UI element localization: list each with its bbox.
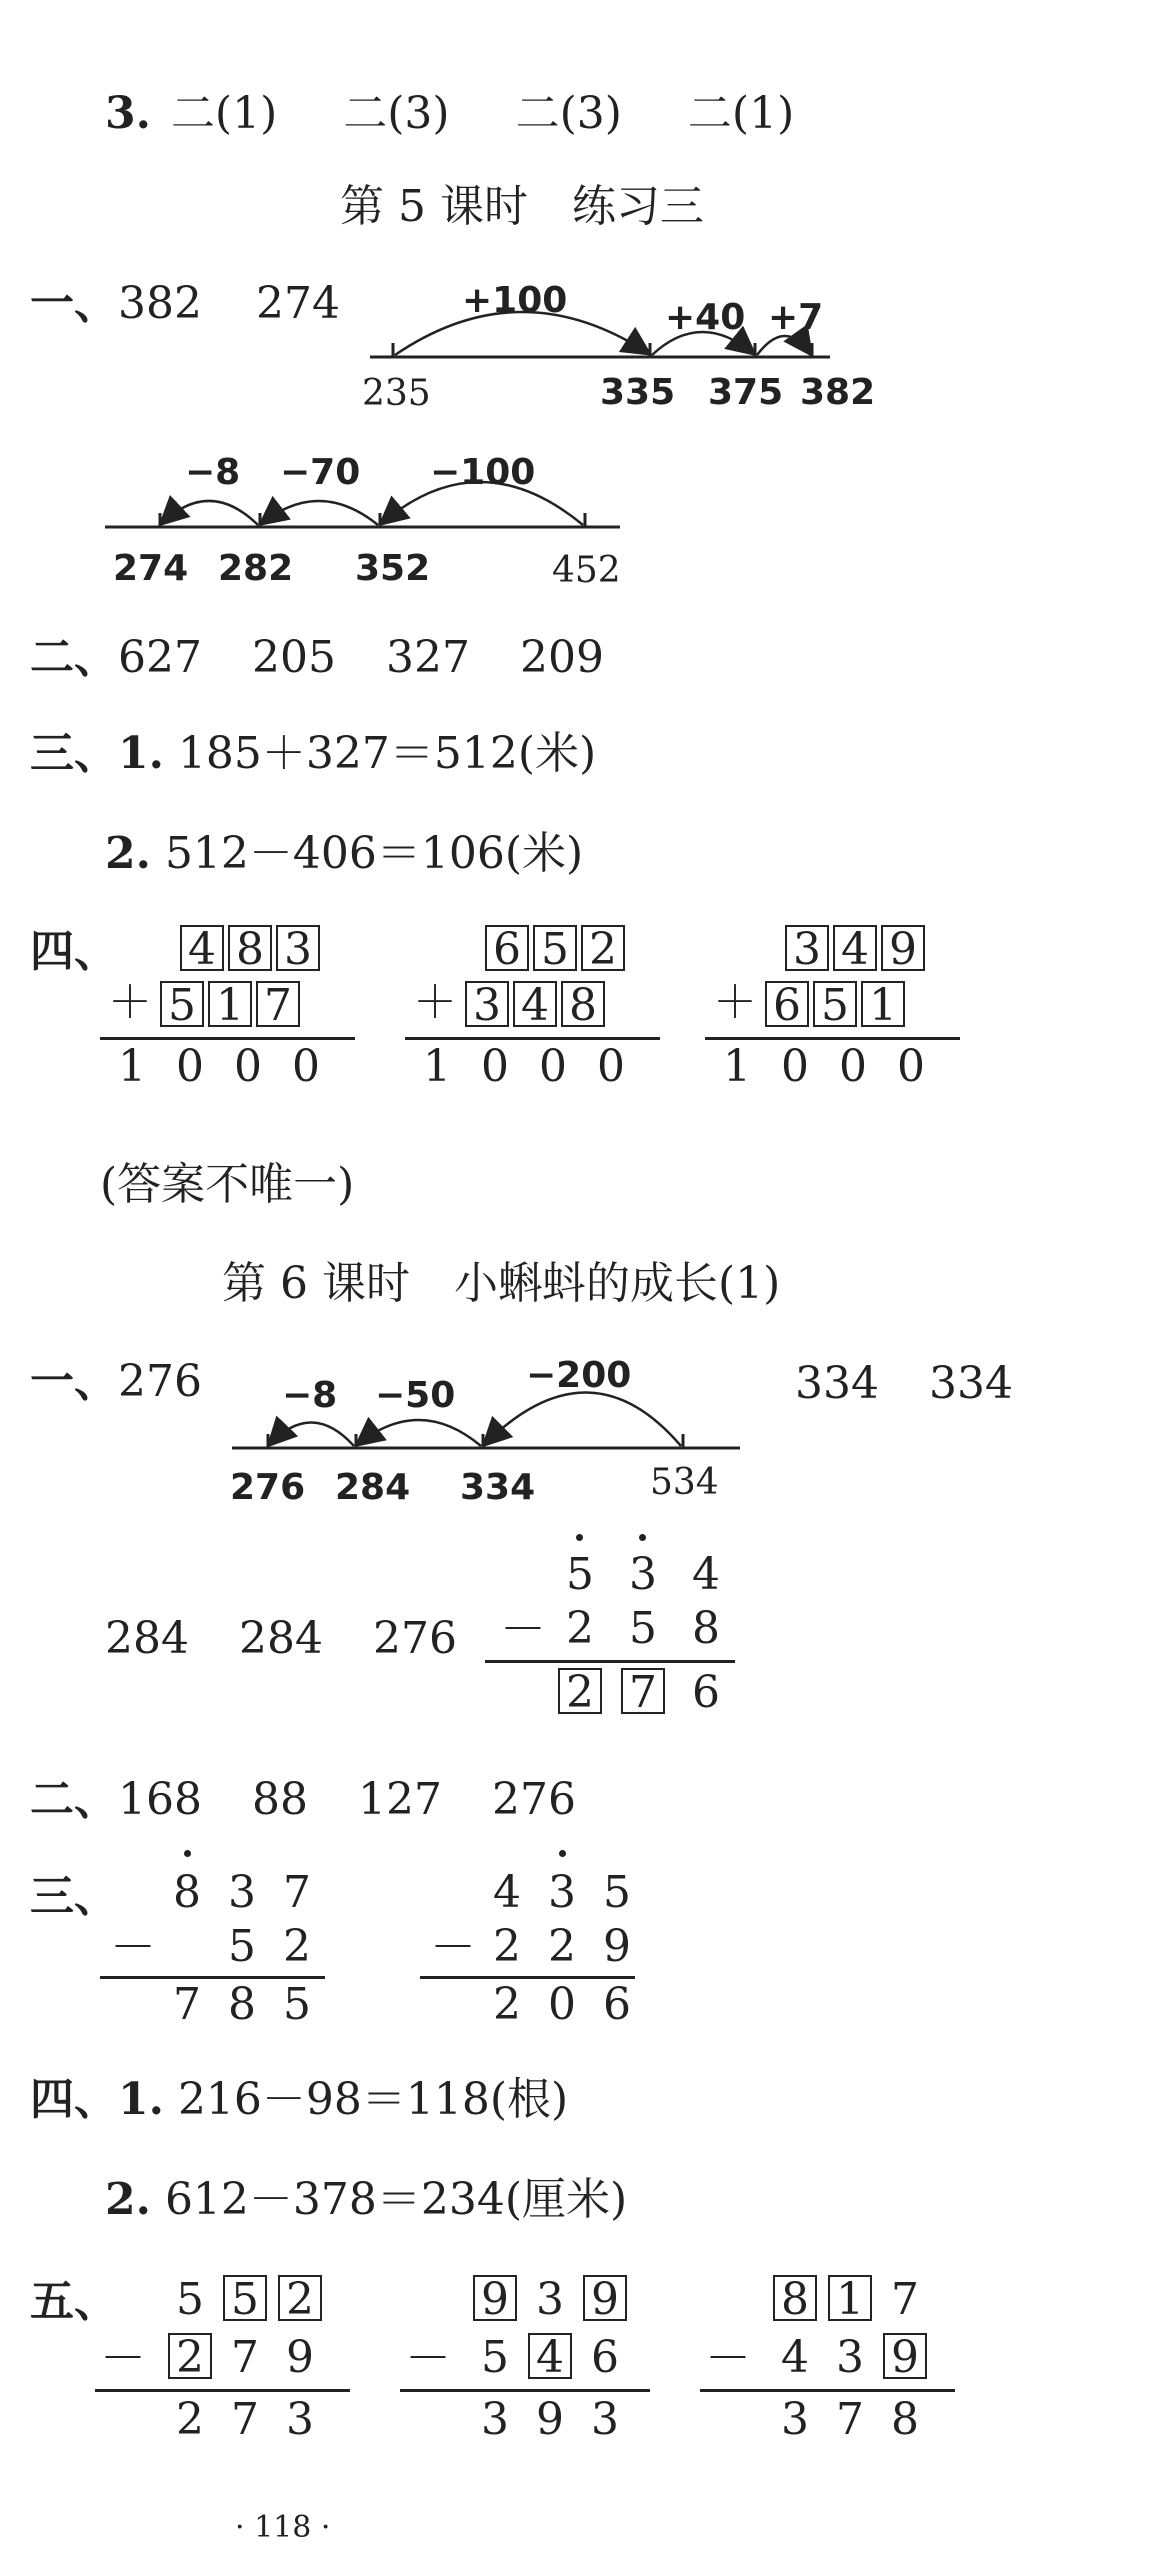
vertical-subtraction bbox=[485, 1530, 735, 1720]
digit: 0 bbox=[234, 1041, 292, 1092]
borrow-dot bbox=[559, 1850, 566, 1857]
result-digit bbox=[613, 1668, 673, 1718]
item-number: 3. bbox=[105, 88, 151, 139]
answer: 327 bbox=[385, 632, 470, 683]
answer: 334 bbox=[928, 1358, 1013, 1409]
digit-cell bbox=[520, 2333, 580, 2383]
digit: 2 bbox=[566, 1603, 594, 1654]
digit-box: 9 bbox=[881, 925, 925, 971]
digit-box: 7 bbox=[256, 981, 300, 1027]
digit: 3 bbox=[548, 1867, 576, 1918]
digit: 1 bbox=[118, 1041, 176, 1092]
answer: 二(1) bbox=[687, 88, 795, 139]
digit: 4 bbox=[692, 1549, 720, 1600]
digit: 6 bbox=[692, 1667, 720, 1718]
digit-box: 3 bbox=[785, 925, 829, 971]
section-marker: 三、 bbox=[30, 728, 118, 779]
operator: － bbox=[100, 2331, 146, 2385]
digit: 5 bbox=[481, 2332, 509, 2383]
digit: 7 bbox=[836, 2394, 864, 2445]
digit: 8 bbox=[891, 2394, 919, 2445]
top-row bbox=[180, 924, 320, 975]
digit-box: 4 bbox=[528, 2333, 572, 2379]
jump-label: +7 bbox=[768, 297, 824, 338]
digit: 6 bbox=[603, 1979, 631, 2030]
result-line bbox=[700, 2389, 955, 2392]
digit-box: 7 bbox=[621, 1668, 665, 1714]
tick-label: 334 bbox=[460, 1467, 536, 1508]
answer: 276 bbox=[118, 1356, 202, 1407]
item-number: 1. bbox=[118, 2074, 164, 2125]
sum-line bbox=[705, 1037, 960, 1040]
digit-cell bbox=[270, 2275, 330, 2325]
digit-cell bbox=[575, 2275, 635, 2325]
equation: 185＋327＝512(米) bbox=[177, 728, 597, 779]
answer: 334 bbox=[795, 1358, 879, 1409]
sum-row bbox=[723, 1041, 955, 1092]
jump-label: −70 bbox=[280, 452, 361, 493]
digit: 0 bbox=[597, 1041, 655, 1092]
digit: 8 bbox=[173, 1867, 201, 1918]
digit-box: 5 bbox=[223, 2275, 267, 2321]
digit-cell bbox=[875, 2333, 935, 2383]
digit-box: 9 bbox=[473, 2275, 517, 2321]
digit-box: 3 bbox=[465, 981, 509, 1027]
digit-box: 3 bbox=[276, 925, 320, 971]
digit: 9 bbox=[603, 1921, 631, 1972]
digit: 4 bbox=[781, 2332, 809, 2383]
digit-box: 4 bbox=[513, 981, 557, 1027]
digit-box: 1 bbox=[828, 2275, 872, 2321]
digit-box: 6 bbox=[765, 981, 809, 1027]
operator: － bbox=[500, 1602, 546, 1656]
digit-cell bbox=[465, 2275, 525, 2325]
answer: 382 bbox=[118, 278, 202, 329]
operator: ＋ bbox=[713, 977, 757, 1028]
operator: － bbox=[110, 1920, 156, 1974]
digit: 0 bbox=[839, 1041, 897, 1092]
item-number: 1. bbox=[118, 728, 164, 779]
digit: 7 bbox=[231, 2332, 259, 2383]
digit: 3 bbox=[481, 2394, 509, 2445]
digit-box: 5 bbox=[813, 981, 857, 1027]
digit: 0 bbox=[481, 1041, 539, 1092]
tick-label: 284 bbox=[335, 1467, 411, 1508]
sum-line bbox=[100, 1037, 355, 1040]
section-marker: 二、 bbox=[30, 632, 118, 683]
result-line bbox=[400, 2389, 650, 2392]
equation: 612－378＝234(厘米) bbox=[164, 2174, 628, 2225]
tick-label: 274 bbox=[113, 548, 189, 589]
digit: 0 bbox=[292, 1041, 350, 1092]
answer: 127 bbox=[357, 1774, 442, 1825]
bottom-row bbox=[765, 980, 905, 1031]
tick-label: 382 bbox=[800, 372, 876, 413]
top-row bbox=[785, 924, 925, 975]
vertical-subtraction bbox=[100, 1850, 330, 2030]
digit: 0 bbox=[548, 1979, 576, 2030]
digit-box: 5 bbox=[160, 981, 204, 1027]
borrow-dot bbox=[639, 1534, 646, 1541]
digit: 1 bbox=[423, 1041, 481, 1092]
digit: 2 bbox=[176, 2394, 204, 2445]
item-number: 2. bbox=[105, 2174, 151, 2225]
digit: 4 bbox=[493, 1867, 521, 1918]
digit: 7 bbox=[283, 1867, 311, 1918]
digit: 5 bbox=[283, 1979, 311, 2030]
answer: 284 bbox=[105, 1613, 189, 1664]
digit: 5 bbox=[603, 1867, 631, 1918]
borrow-dot bbox=[184, 1850, 191, 1857]
jump-label: +40 bbox=[665, 297, 746, 338]
jump-arc bbox=[358, 1420, 481, 1446]
vertical-subtraction bbox=[95, 2275, 355, 2455]
l6-q1-right bbox=[795, 1358, 1013, 1409]
digit: 8 bbox=[228, 1979, 256, 2030]
digit-box: 4 bbox=[180, 925, 224, 971]
digit: 5 bbox=[176, 2274, 204, 2325]
tick-label: 235 bbox=[362, 373, 431, 414]
jump-arc bbox=[262, 501, 378, 525]
section-marker: 五、 bbox=[30, 2276, 118, 2327]
section-marker: 一、 bbox=[30, 278, 118, 329]
tick-label: 534 bbox=[650, 1462, 719, 1503]
jump-arc bbox=[757, 336, 810, 355]
digit-cell bbox=[160, 2333, 220, 2383]
digit: 3 bbox=[836, 2332, 864, 2383]
digit: 5 bbox=[566, 1549, 594, 1600]
l5-q2-row bbox=[30, 632, 604, 683]
vertical-subtraction bbox=[420, 1850, 650, 2030]
digit-box: 8 bbox=[561, 981, 605, 1027]
tick-label: 276 bbox=[230, 1467, 306, 1508]
digit-box: 2 bbox=[581, 925, 625, 971]
digit-box: 8 bbox=[773, 2275, 817, 2321]
jump-label: −200 bbox=[526, 1355, 632, 1396]
tick-label: 375 bbox=[708, 372, 784, 413]
digit: 0 bbox=[781, 1041, 839, 1092]
vertical-addition bbox=[405, 925, 665, 1095]
operator: ＋ bbox=[413, 977, 457, 1028]
digit: 3 bbox=[228, 1867, 256, 1918]
answer: 276 bbox=[372, 1613, 457, 1664]
answer: 274 bbox=[255, 278, 340, 329]
top-row bbox=[485, 924, 625, 975]
vertical-addition bbox=[705, 925, 965, 1095]
digit: 5 bbox=[629, 1603, 657, 1654]
answer: 168 bbox=[118, 1774, 202, 1825]
digit: 3 bbox=[591, 2394, 619, 2445]
l6-q1-row2 bbox=[105, 1613, 457, 1664]
jump-arc bbox=[485, 1392, 681, 1446]
sum-row bbox=[118, 1041, 350, 1092]
answer: 二(1) bbox=[170, 88, 278, 139]
jump-label: −8 bbox=[282, 1375, 338, 1416]
digit: 9 bbox=[536, 2394, 564, 2445]
result-line bbox=[485, 1660, 735, 1663]
digit-box: 4 bbox=[833, 925, 877, 971]
vertical-addition bbox=[100, 925, 360, 1095]
digit: 3 bbox=[629, 1549, 657, 1600]
operator: ＋ bbox=[108, 977, 152, 1028]
l6-q1-row bbox=[30, 1356, 202, 1407]
jump-label: +100 bbox=[462, 280, 568, 321]
digit: 3 bbox=[286, 2394, 314, 2445]
digit: 7 bbox=[231, 2394, 259, 2445]
digit-box: 1 bbox=[861, 981, 905, 1027]
digit: 2 bbox=[493, 1979, 521, 2030]
digit: 7 bbox=[891, 2274, 919, 2325]
digit: 0 bbox=[176, 1041, 234, 1092]
digit: 1 bbox=[723, 1041, 781, 1092]
lesson5-title: 第 5 课时 练习三 bbox=[340, 181, 704, 232]
digit-box: 6 bbox=[485, 925, 529, 971]
bottom-row bbox=[160, 980, 300, 1031]
digit-box: 8 bbox=[228, 925, 272, 971]
section-marker: 一、 bbox=[30, 1356, 118, 1407]
digit: 9 bbox=[286, 2332, 314, 2383]
digit-box: 9 bbox=[883, 2333, 927, 2379]
page-number: · 118 · bbox=[235, 2510, 331, 2545]
jump-label: −8 bbox=[185, 452, 241, 493]
digit: 5 bbox=[228, 1921, 256, 1972]
section-marker: 四、 bbox=[30, 2074, 118, 2125]
answer: 205 bbox=[251, 632, 336, 683]
sum-row bbox=[423, 1041, 655, 1092]
digit-cell bbox=[765, 2275, 825, 2325]
digit-cell bbox=[820, 2275, 880, 2325]
digit-box: 1 bbox=[208, 981, 252, 1027]
answer: 二(3) bbox=[343, 88, 450, 139]
l5-q3-item1 bbox=[30, 728, 597, 779]
borrow-dot bbox=[576, 1534, 583, 1541]
operator: － bbox=[430, 1920, 476, 1974]
jump-label: −100 bbox=[430, 452, 536, 493]
digit: 3 bbox=[781, 2394, 809, 2445]
answer: 276 bbox=[491, 1774, 576, 1825]
digit-box: 2 bbox=[278, 2275, 322, 2321]
digit-box: 2 bbox=[168, 2333, 212, 2379]
vertical-subtraction bbox=[700, 2275, 960, 2455]
sum-line bbox=[405, 1037, 660, 1040]
l6-q2-row bbox=[30, 1774, 576, 1825]
item-number: 2. bbox=[105, 828, 151, 879]
jump-label: −50 bbox=[375, 1375, 456, 1416]
answer: 二(3) bbox=[515, 88, 622, 139]
answer: 284 bbox=[238, 1613, 323, 1664]
lesson6-title: 第 6 课时 小蝌蚪的成长(1) bbox=[222, 1258, 781, 1309]
operator: － bbox=[405, 2331, 451, 2385]
digit: 6 bbox=[591, 2332, 619, 2383]
section-marker: 二、 bbox=[30, 1774, 118, 1825]
answer: 88 bbox=[251, 1774, 308, 1825]
digit: 3 bbox=[536, 2274, 564, 2325]
l5-q3-item2 bbox=[105, 828, 584, 879]
digit: 7 bbox=[173, 1979, 201, 2030]
note: (答案不唯一) bbox=[100, 1159, 355, 1210]
digit-box: 5 bbox=[533, 925, 577, 971]
section-marker: 四、 bbox=[30, 926, 118, 977]
digit: 2 bbox=[283, 1921, 311, 1972]
l6-q4-item2 bbox=[105, 2174, 628, 2225]
equation: 512－406＝106(米) bbox=[164, 828, 584, 879]
answer: 209 bbox=[519, 632, 604, 683]
tick-label: 282 bbox=[218, 548, 294, 589]
equation: 216－98＝118(根) bbox=[177, 2074, 569, 2125]
digit: 0 bbox=[897, 1041, 955, 1092]
tick-label: 352 bbox=[355, 548, 431, 589]
bottom-row bbox=[465, 980, 605, 1031]
digit-box: 9 bbox=[583, 2275, 627, 2321]
operator: － bbox=[705, 2331, 751, 2385]
result-digit bbox=[550, 1668, 610, 1718]
tick-label: 335 bbox=[600, 372, 676, 413]
l6-q4-item1 bbox=[30, 2074, 569, 2125]
section-marker: 三、 bbox=[30, 1871, 118, 1922]
jump-arc bbox=[162, 501, 258, 525]
digit-box: 2 bbox=[558, 1668, 602, 1714]
digit-cell bbox=[215, 2275, 275, 2325]
digit: 0 bbox=[539, 1041, 597, 1092]
vertical-subtraction bbox=[400, 2275, 660, 2455]
digit: 2 bbox=[548, 1921, 576, 1972]
answer: 627 bbox=[118, 632, 202, 683]
digit: 8 bbox=[692, 1603, 720, 1654]
digit: 2 bbox=[493, 1921, 521, 1972]
jump-arc bbox=[270, 1422, 354, 1446]
tick-label: 452 bbox=[552, 550, 621, 591]
result-line bbox=[95, 2389, 350, 2392]
